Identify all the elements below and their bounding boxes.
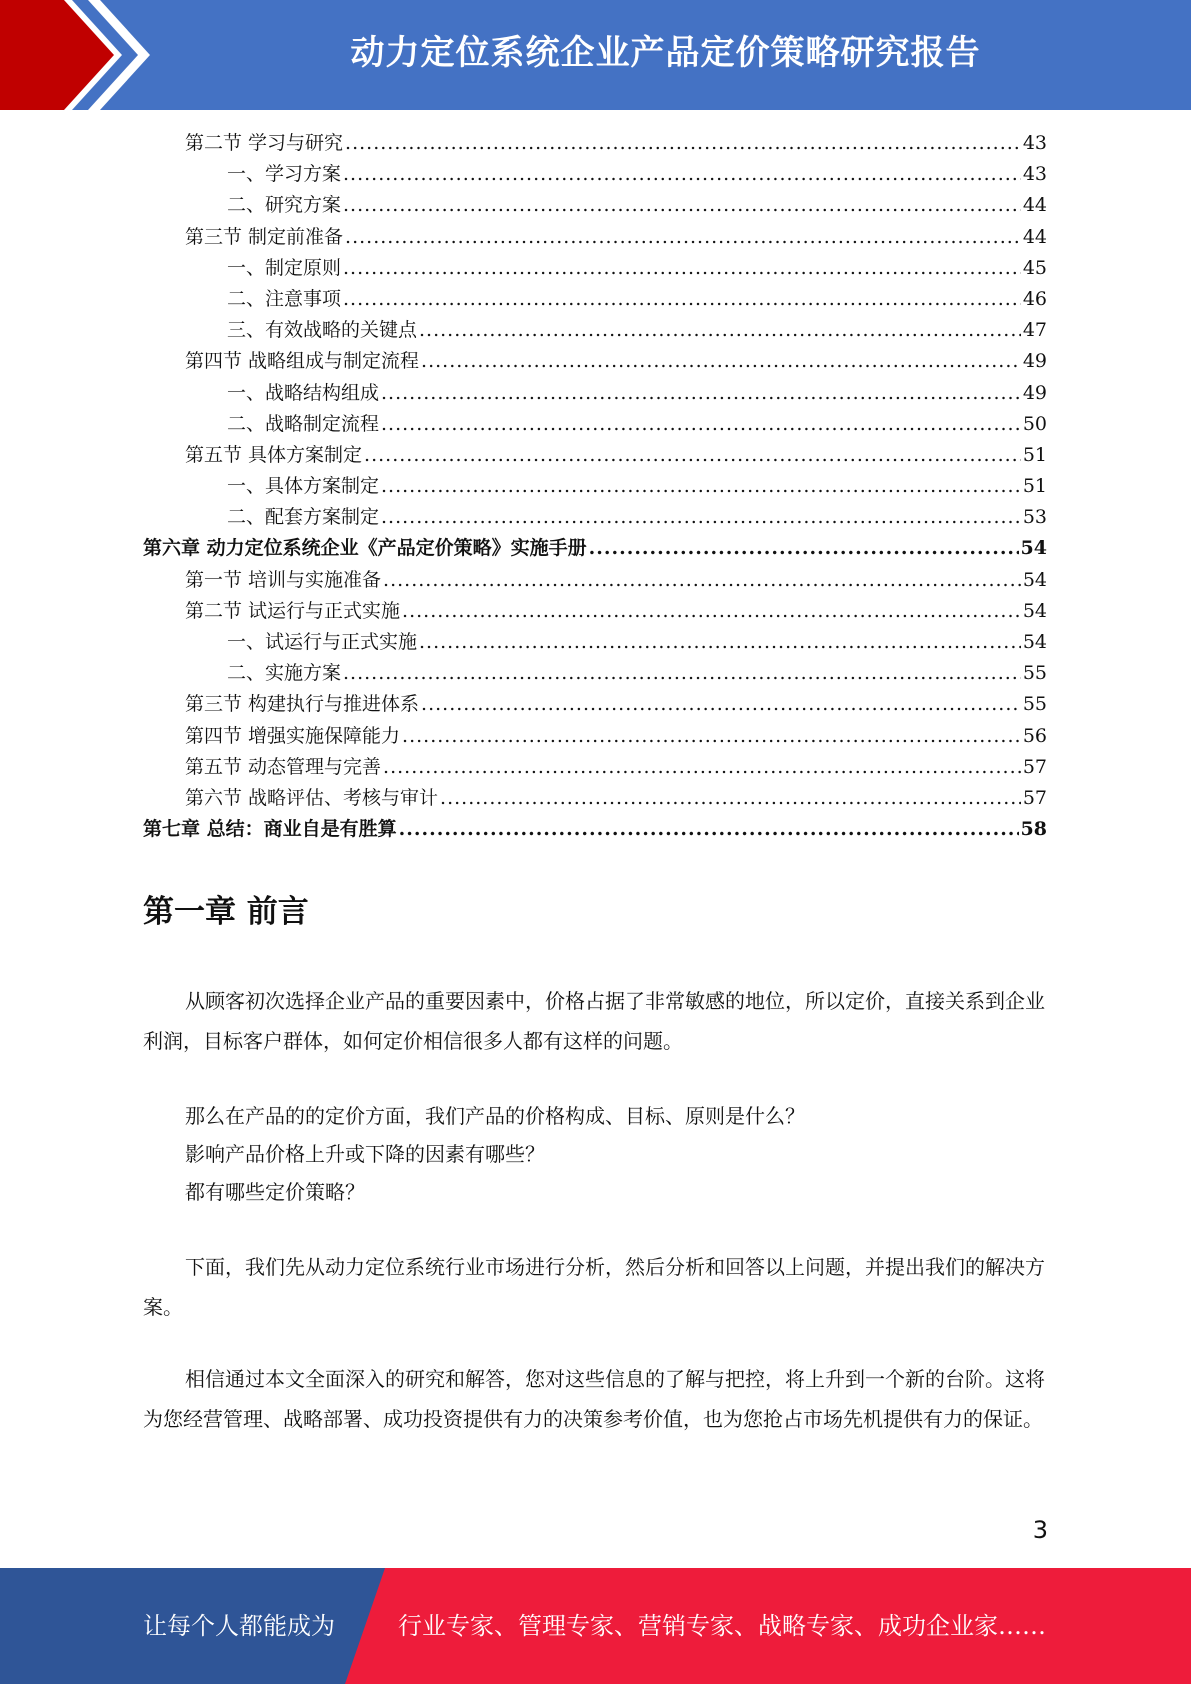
- question-line: 都有哪些定价策略？: [185, 1180, 365, 1204]
- toc-entry-label: 二、注意事项: [227, 287, 342, 310]
- page-header: [0, 0, 1191, 110]
- footer-slogan-right: 行业专家、管理专家、营销专家、战略专家、成功企业家……: [398, 1612, 1046, 1640]
- toc-entry-label: 第六节 战略评估、考核与审计: [185, 786, 439, 809]
- header-title: 动力定位系统企业产品定价策略研究报告: [350, 33, 981, 73]
- page-number: 3: [1032, 1516, 1048, 1544]
- toc-entry-label: 第五节 具体方案制定: [185, 443, 363, 466]
- toc-entry-label: 一、具体方案制定: [227, 475, 380, 498]
- toc-entry-page: 43: [1022, 163, 1047, 186]
- toc-leader-dots: [421, 346, 1021, 377]
- toc-entry-page: 54: [1022, 568, 1047, 591]
- table-of-contents: [143, 128, 1047, 845]
- toc-leader-dots: [399, 814, 1019, 845]
- toc-entry[interactable]: [143, 565, 1047, 596]
- toc-entry[interactable]: [143, 222, 1047, 253]
- toc-entry-page: 50: [1022, 412, 1047, 435]
- intro-paragraph: 从顾客初次选择企业产品的重要因素中，价格占据了非常敏感的地位，所以定价，直接关系到企业利润，目标客户群体，如何定价相信很多人都有这样的问题。: [143, 989, 1045, 1053]
- toc-entry-page: 45: [1022, 256, 1047, 279]
- toc-entry[interactable]: [143, 440, 1047, 471]
- toc-leader-dots: [383, 565, 1021, 596]
- toc-entry-page: 55: [1022, 693, 1047, 716]
- toc-leader-dots: [381, 409, 1021, 440]
- toc-entry-label: 二、战略制定流程: [227, 412, 380, 435]
- toc-entry[interactable]: [143, 190, 1047, 221]
- toc-entry-label: 第一节 培训与实施准备: [185, 568, 382, 591]
- toc-entry-label: 一、制定原则: [227, 256, 342, 279]
- toc-entry-page: 43: [1022, 132, 1047, 154]
- toc-leader-dots: [383, 752, 1021, 783]
- toc-leader-dots: [402, 721, 1021, 752]
- toc-entry-label: 第六章 动力定位系统企业《产品定价策略》实施手册: [143, 537, 587, 560]
- toc-entry[interactable]: [143, 253, 1047, 284]
- toc-leader-dots: [381, 471, 1021, 502]
- toc-leader-dots: [343, 658, 1021, 689]
- toc-entry[interactable]: [143, 159, 1047, 190]
- toc-entry[interactable]: [143, 814, 1047, 845]
- toc-entry-page: 54: [1020, 537, 1047, 560]
- toc-entry-page: 54: [1022, 599, 1047, 622]
- toc-entry-page: 46: [1022, 287, 1047, 310]
- toc-leader-dots: [421, 689, 1021, 720]
- toc-entry-label: 第四节 增强实施保障能力: [185, 724, 401, 747]
- toc-entry[interactable]: [143, 533, 1047, 564]
- footer-slogan-left: 让每个人都能成为: [143, 1612, 335, 1640]
- toc-entry-label: 第二节 试运行与正式实施: [185, 599, 401, 622]
- toc-leader-dots: [343, 190, 1021, 221]
- toc-entry-page: 57: [1022, 786, 1047, 809]
- toc-entry-label: 第二节 学习与研究: [185, 132, 344, 154]
- toc-entry-label: 一、试运行与正式实施: [227, 631, 418, 653]
- toc-entry-page: 55: [1022, 662, 1047, 685]
- toc-entry-label: 二、研究方案: [227, 194, 342, 217]
- question-line: 影响产品价格上升或下降的因素有哪些？: [185, 1142, 545, 1166]
- toc-entry-page: 51: [1022, 443, 1047, 466]
- toc-leader-dots: [440, 783, 1021, 814]
- toc-leader-dots: [381, 502, 1021, 533]
- toc-entry[interactable]: [143, 378, 1047, 409]
- toc-entry[interactable]: [143, 721, 1047, 752]
- toc-entry-label: 第三节 构建执行与推进体系: [185, 693, 420, 716]
- toc-entry-page: 51: [1022, 475, 1047, 498]
- toc-entry[interactable]: [143, 596, 1047, 627]
- toc-entry-label: 第三节 制定前准备: [185, 225, 344, 248]
- value-paragraph: 相信通过本文全面深入的研究和解答，您对这些信息的了解与把控，将上升到一个新的台阶。这将为您经营管理、战略部署、成功投资提供有力的决策参考价值，也为您抢占市场先机提供有力的保证。: [143, 1367, 1045, 1431]
- toc-entry[interactable]: [143, 752, 1047, 783]
- chapter-title: 第一章 前言: [143, 894, 309, 930]
- toc-entry-page: 49: [1022, 381, 1047, 404]
- toc-entry-page: 56: [1022, 724, 1047, 747]
- toc-entry-page: 47: [1022, 319, 1047, 342]
- toc-entry-label: 第七章 总结：商业自是有胜算: [143, 818, 397, 841]
- toc-entry[interactable]: [143, 783, 1047, 814]
- toc-leader-dots: [343, 253, 1021, 284]
- toc-entry-page: 44: [1022, 194, 1047, 217]
- toc-leader-dots: [402, 596, 1021, 627]
- question-line: 那么在产品的的定价方面，我们产品的价格构成、目标、原则是什么？: [185, 1104, 805, 1128]
- toc-entry[interactable]: [143, 658, 1047, 689]
- toc-entry[interactable]: [143, 471, 1047, 502]
- toc-entry-page: 44: [1022, 225, 1047, 248]
- solution-paragraph: 下面，我们先从动力定位系统行业市场进行分析，然后分析和回答以上问题，并提出我们的解决方案。: [143, 1255, 1045, 1319]
- toc-leader-dots: [589, 533, 1019, 564]
- toc-entry-page: 58: [1020, 818, 1047, 841]
- toc-entry-label: 三、有效战略的关键点: [227, 319, 418, 342]
- toc-entry-label: 一、学习方案: [227, 163, 342, 186]
- page-footer: [0, 1568, 1191, 1684]
- toc-entry[interactable]: [143, 315, 1047, 346]
- toc-entry[interactable]: [143, 284, 1047, 315]
- toc-leader-dots: [345, 222, 1021, 253]
- toc-leader-dots: [343, 159, 1021, 190]
- toc-entry[interactable]: [143, 689, 1047, 720]
- toc-entry-label: 第五节 动态管理与完善: [185, 755, 382, 778]
- toc-entry-page: 54: [1022, 631, 1047, 653]
- toc-leader-dots: [381, 378, 1021, 409]
- toc-leader-dots: [345, 128, 1021, 159]
- toc-entry-label: 一、战略结构组成: [227, 381, 380, 404]
- toc-entry-label: 二、配套方案制定: [227, 506, 380, 529]
- toc-entry[interactable]: [143, 128, 1047, 159]
- toc-leader-dots: [419, 627, 1021, 658]
- toc-entry[interactable]: [143, 502, 1047, 533]
- toc-leader-dots: [419, 315, 1021, 346]
- toc-entry[interactable]: [143, 346, 1047, 377]
- toc-leader-dots: [364, 440, 1021, 471]
- toc-entry[interactable]: [143, 409, 1047, 440]
- toc-entry-page: 49: [1022, 350, 1047, 373]
- toc-entry-page: 57: [1022, 755, 1047, 778]
- toc-entry-label: 第四节 战略组成与制定流程: [185, 350, 420, 373]
- toc-entry[interactable]: [143, 627, 1047, 658]
- toc-leader-dots: [343, 284, 1021, 315]
- toc-entry-label: 二、实施方案: [227, 662, 342, 685]
- toc-entry-page: 53: [1022, 506, 1047, 529]
